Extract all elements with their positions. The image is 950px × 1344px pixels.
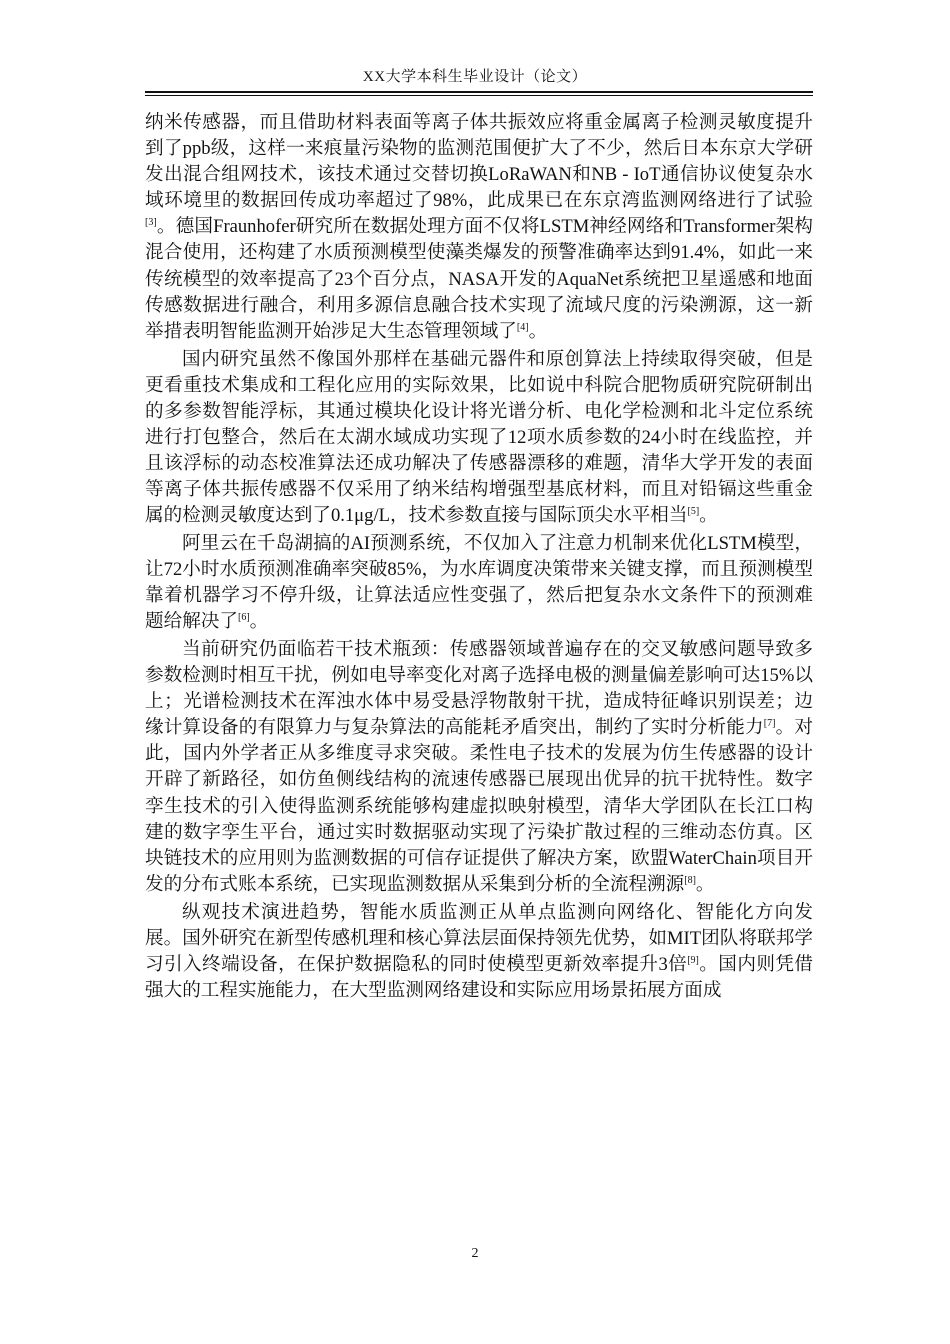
citation: [3] (145, 217, 157, 229)
citation: [4] (516, 321, 529, 333)
paragraph-4: 当前研究仍面临若干技术瓶颈：传感器领域普遍存在的交叉敏感问题导致多参数检测时相互干扰，例如电导率变化对离子选择电极的测量偏差影响可达15%以上；光谱检测技术在浑浊水体中易受悬浮物散射干扰，造成特征峰识别误差；边缘计算设备的有限算力与复杂算法的高能耗矛盾突出，制约了实时分析能力[7]。对此，国内外学者正从多维度寻求突破。柔性电子技术的发展为仿生传感器的设计开辟了新路径，如仿鱼侧线结构的流速传感器已展现出优异的抗干扰特性。数字孪生技术的引入使得监测系统能够构建虚拟映射模型，清华大学团队在长江口构建的数字孪生平台，通过实时数据驱动实现了污染扩散过程的三维动态仿真。区块链技术的应用则为监测数据的可信存证提供了解决方案，欧盟WaterChain项目开发的分布式账本系统，已实现监测数据从采集到分析的全流程溯源[8]。 (145, 638, 813, 895)
citation: [5] (687, 506, 700, 518)
paragraph-3: 阿里云在千岛湖搞的AI预测系统，不仅加入了注意力机制来优化LSTM模型，让72小时水质预测准确率突破85%，为水库调度决策带来关键支撑，而且预测模型靠着机器学习不停升级，让算法适应性变强了，然后把复杂水文条件下的预测难题给解决了[6]。 (145, 532, 813, 633)
running-header: XX大学本科生毕业设计（论文） (362, 69, 588, 85)
header-rule-thin (145, 95, 813, 96)
body-text (145, 110, 813, 1006)
paragraph-2: 国内研究虽然不像国外那样在基础元器件和原创算法上持续取得突破，但是更看重技术集成和工程化应用的实际效果，比如说中科院合肥物质研究院研制出的多参数智能浮标，其通过模块化设计将光谱分析、电化学检测和北斗定位系统进行打包整合，然后在太湖水域成功实现了12项水质参数的24小时在线监控，并且该浮标的动态校准算法还成功解决了传感器漂移的难题，清华大学开发的表面等离子体共振传感器不仅采用了纳米结构增强型基底材料，而且对铅镉这些重金属的检测灵敏度达到了0.1μg/L，技术参数直接与国际顶尖水平相当[5]。 (145, 348, 813, 527)
citation: [7] (763, 718, 776, 730)
paragraph-1: 纳米传感器，而且借助材料表面等离子体共振效应将重金属离子检测灵敏度提升到了ppb级，这样一来痕量污染物的监测范围便扩大了不少，然后日本东京大学研发出混合组网技术，该技术通过交替切换LoRaWAN和NB - IoT通信协议使复杂水域环境里的数据回传成功率超过了98%，此成果已在东京湾监测网络进行了试验[3]。德国Fraunhofer研究所在数据处理方面不仅将LSTM神经网络和Transformer架构混合使用，还构建了水质预测模型使藻类爆发的预警准确率达到91.4%，如此一来传统模型的效率提高了23个百分点，NASA开发的AquaNet系统把卫星遥感和地面传感数据进行融合，利用多源信息融合技术实现了流域尺度的污染溯源，这一新举措表明智能监测开始涉足大生态管理领域了[4]。 (145, 112, 813, 342)
citation: [9] (687, 954, 699, 966)
page-number: 2 (471, 1246, 479, 1261)
citation: [8] (684, 874, 696, 886)
paragraph-5: 纵观技术演进趋势，智能水质监测正从单点监测向网络化、智能化方向发展。国外研究在新型传感机理和核心算法层面保持领先优势，如MIT团队将联邦学习引入终端设备，在保护数据隐私的同时使模型更新效率提升3倍[9]。国内则凭借强大的工程实施能力，在大型监测网络建设和实际应用场景拓展方面成 (145, 901, 813, 1001)
header-rule-thick (145, 91, 813, 93)
citation: [6] (237, 612, 250, 624)
